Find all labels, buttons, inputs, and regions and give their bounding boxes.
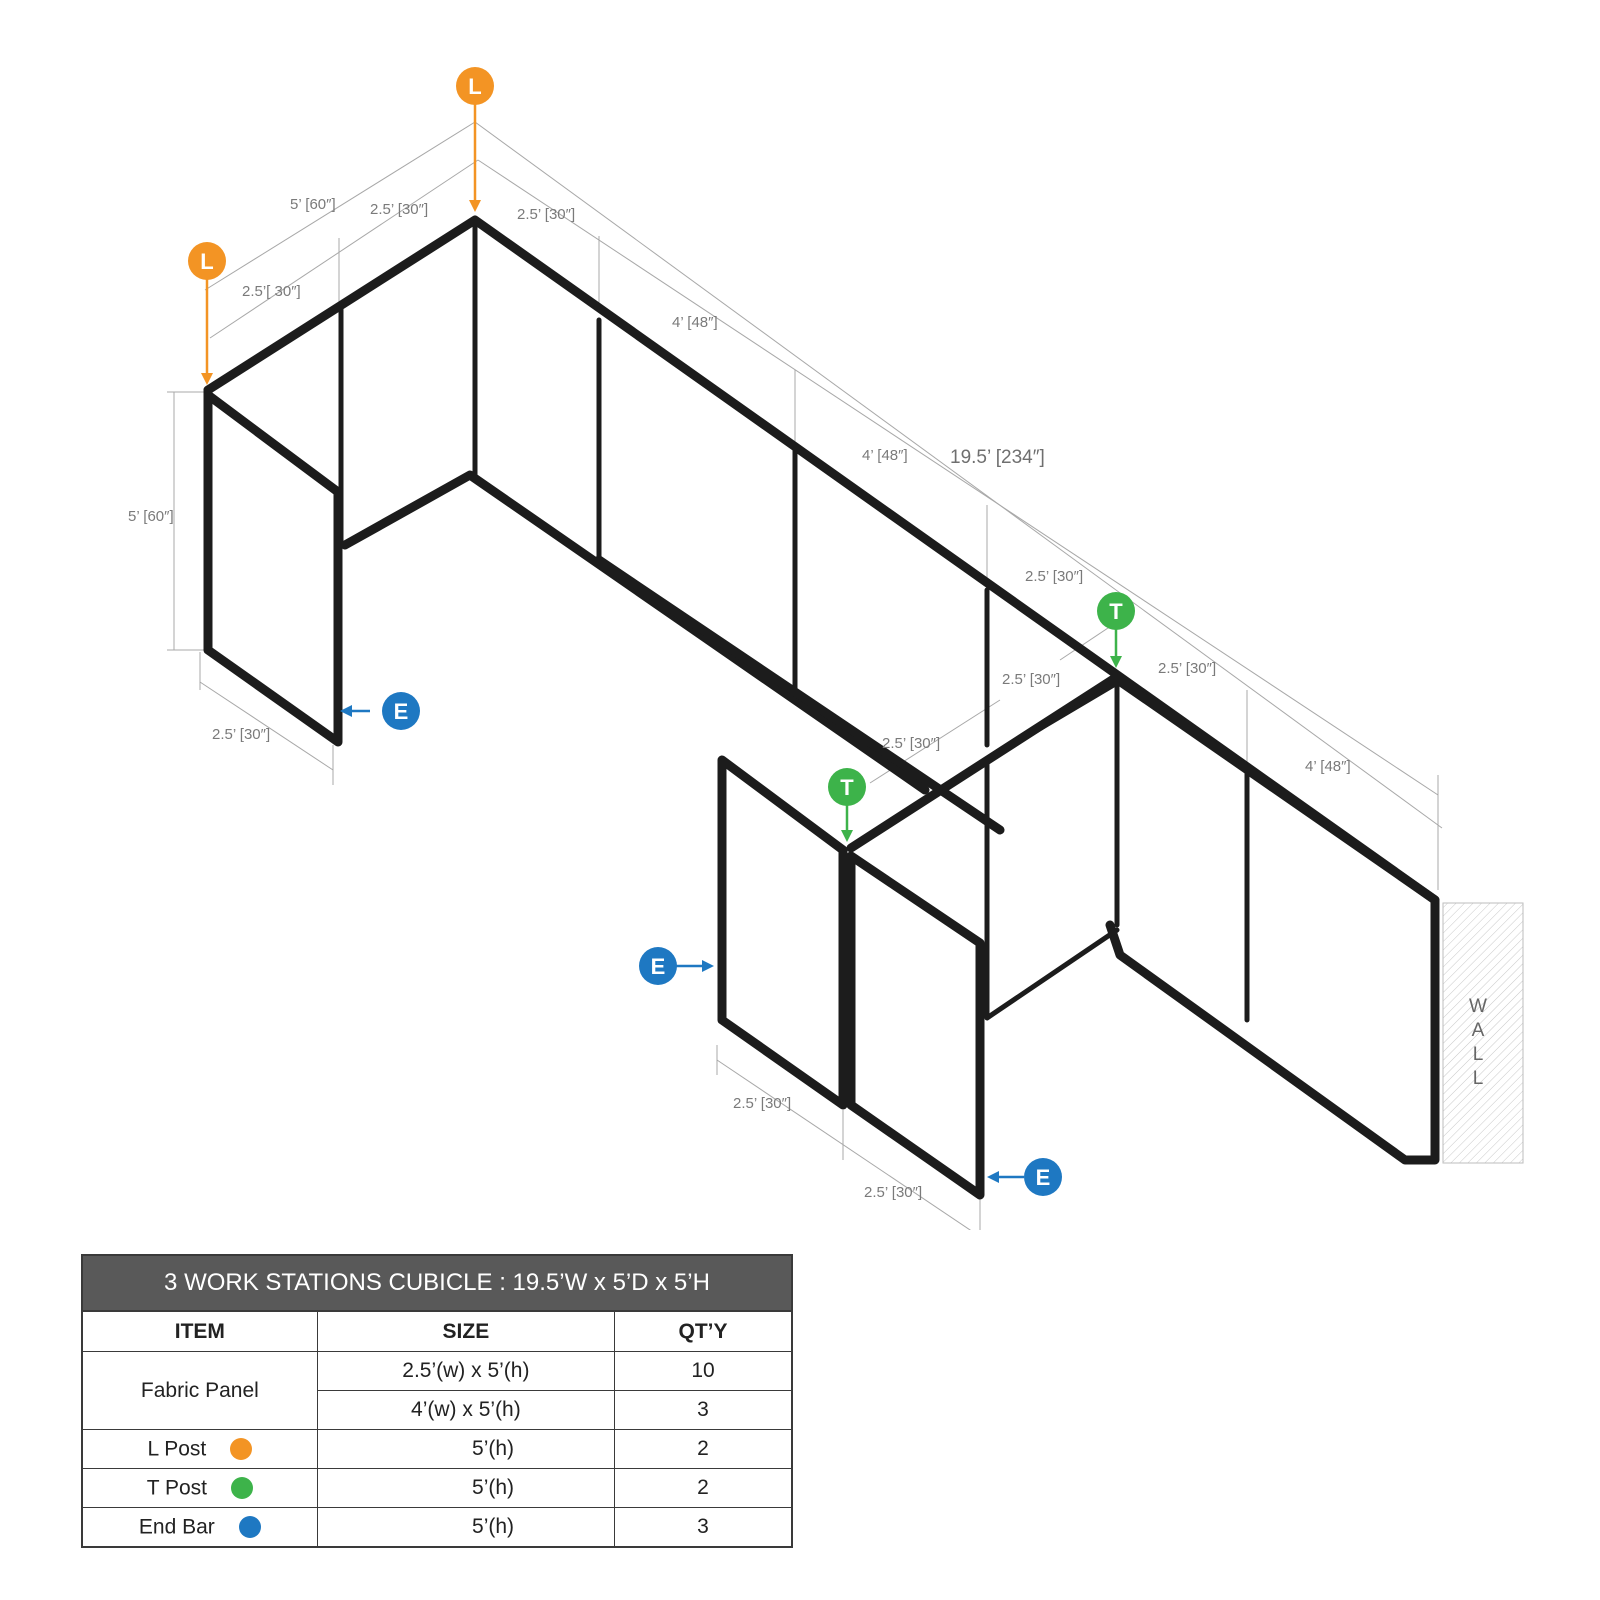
size-cell: 2.5’(w) x 5’(h)	[317, 1352, 614, 1391]
item-label: T Post	[146, 1476, 208, 1500]
dim-2-5ft: 2.5’ [30″]	[882, 735, 941, 752]
table-header-row	[82, 1311, 792, 1352]
dim-2-5ft: 2.5’ [30″]	[370, 201, 429, 218]
table-row	[82, 1352, 792, 1391]
t-post-callout	[828, 768, 866, 842]
blue-dot-icon	[239, 1516, 261, 1538]
dimension-labels	[128, 196, 1351, 1201]
qty-cell: 3	[615, 1508, 792, 1548]
column-header-size: SIZE	[317, 1311, 614, 1352]
end-bar-callout	[987, 1158, 1062, 1196]
t-post-marker: T	[840, 775, 854, 800]
dim-4ft: 4’ [48″]	[862, 447, 908, 464]
size-cell: 5’(h)	[317, 1469, 614, 1508]
dim-2-5ft: 2.5’ [30″]	[1158, 660, 1217, 677]
end-bar-marker: E	[393, 699, 409, 724]
item-t-post	[82, 1469, 317, 1508]
column-header-item: ITEM	[82, 1311, 317, 1352]
end-bar-callout	[639, 947, 714, 985]
wall	[1443, 903, 1523, 1163]
item-label: L Post	[147, 1437, 207, 1461]
callouts	[188, 67, 1135, 1196]
l-post-callout	[456, 67, 494, 212]
dim-5ft-depth: 5’ [60″]	[290, 196, 336, 213]
size-cell: 4’(w) x 5’(h)	[317, 1391, 614, 1430]
wall-letter: A	[1471, 1020, 1485, 1041]
table-row	[82, 1430, 792, 1469]
wall-letter: L	[1472, 1044, 1484, 1065]
wall-letter: W	[1469, 996, 1487, 1017]
item-end-bar	[82, 1508, 317, 1548]
qty-cell: 10	[615, 1352, 792, 1391]
table-title: 3 WORK STATIONS CUBICLE : 19.5’W x 5’D x 5’H	[81, 1254, 793, 1310]
dim-height: 5’ [60″]	[128, 508, 174, 525]
orange-dot-icon	[230, 1438, 252, 1460]
t-post-callout	[1097, 592, 1135, 668]
dim-2-5ft: 2.5’ [30″]	[733, 1095, 792, 1112]
dim-2-5ft: 2.5’ [30″]	[212, 726, 271, 743]
dim-2-5ft: 2.5’ [30″]	[1002, 671, 1061, 688]
dim-4ft: 4’ [48″]	[1305, 758, 1351, 775]
qty-cell: 2	[615, 1430, 792, 1469]
item-fabric-panel: Fabric Panel	[82, 1352, 317, 1430]
size-cell: 5’(h)	[317, 1430, 614, 1469]
item-l-post	[82, 1430, 317, 1469]
qty-cell: 3	[615, 1391, 792, 1430]
dim-4ft: 4’ [48″]	[672, 314, 718, 331]
table-row	[82, 1508, 792, 1548]
end-bar-callout	[340, 692, 420, 730]
l-post-marker: L	[200, 249, 214, 274]
item-label: End Bar	[138, 1515, 215, 1539]
green-dot-icon	[231, 1477, 253, 1499]
dimension-lines	[167, 122, 1442, 1230]
end-bar-marker: E	[1035, 1165, 1051, 1190]
t-post-marker: T	[1109, 599, 1123, 624]
l-post-callout	[188, 242, 226, 385]
table-row	[82, 1469, 792, 1508]
specification-table	[81, 1254, 793, 1548]
dim-2-5ft: 2.5’ [30″]	[864, 1184, 923, 1201]
dim-2-5ft: 2.5’[ 30″]	[242, 283, 301, 300]
qty-cell: 2	[615, 1469, 792, 1508]
column-header-qty: QT’Y	[615, 1311, 792, 1352]
end-bar-marker: E	[650, 954, 666, 979]
dim-2-5ft: 2.5’ [30″]	[517, 206, 576, 223]
wall-letter: L	[1472, 1068, 1484, 1089]
size-cell: 5’(h)	[317, 1508, 614, 1548]
l-post-marker: L	[468, 74, 482, 99]
dim-2-5ft: 2.5’ [30″]	[1025, 568, 1084, 585]
dim-overall-width: 19.5’ [234″]	[950, 447, 1045, 468]
